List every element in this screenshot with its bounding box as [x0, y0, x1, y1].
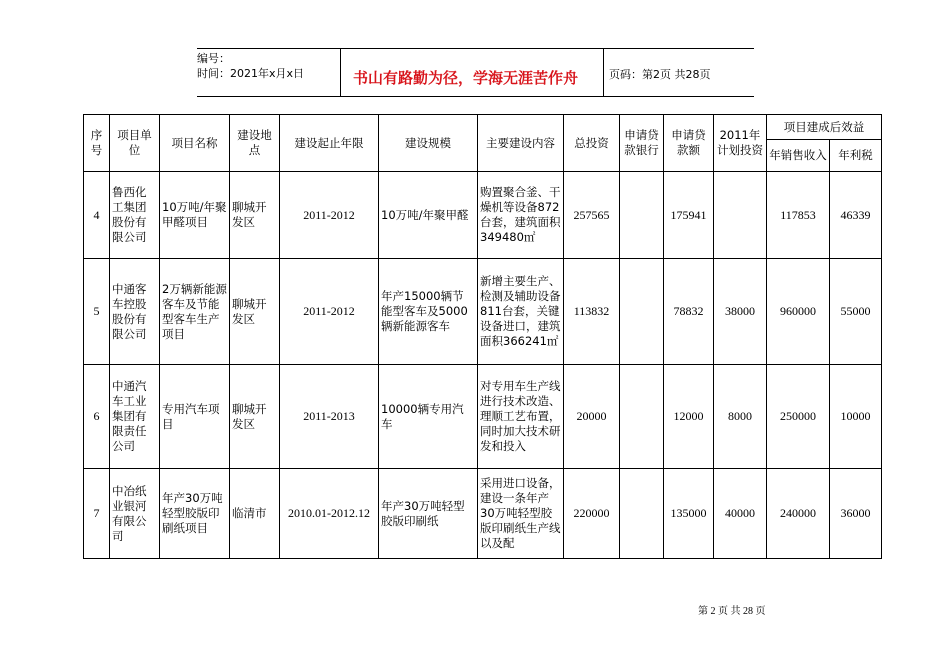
project-table: [83, 114, 882, 559]
cell-plan: 40000: [714, 469, 767, 559]
header-unit: 项目单位: [110, 115, 160, 172]
cell-location: 聊城开发区: [230, 172, 280, 259]
header-sales: 年销售收入: [767, 140, 830, 172]
cell-location: 聊城开发区: [230, 259, 280, 365]
header-plan: 2011年计划投资: [714, 115, 767, 172]
header-motto-cell: [340, 49, 604, 96]
cell-tax: 10000: [830, 365, 882, 469]
cell-scale: 年产30万吨轻型胶版印刷纸: [379, 469, 478, 559]
cell-sales: 960000: [767, 259, 830, 365]
cell-tax: 55000: [830, 259, 882, 365]
cell-sales: 240000: [767, 469, 830, 559]
table-row: [84, 172, 882, 259]
cell-content: 购置聚合釜、干燥机等设备872台套，建筑面积349480㎡: [478, 172, 564, 259]
table-row: [84, 469, 882, 559]
cell-seq: 5: [84, 259, 110, 365]
cell-bank: [620, 259, 664, 365]
cell-content: 对专用车生产线进行技术改造、理顺工艺布置，同时加大技术研发和投入: [478, 365, 564, 469]
cell-total: 220000: [564, 469, 620, 559]
cell-loan: 175941: [664, 172, 714, 259]
cell-plan: [714, 172, 767, 259]
cell-unit: 中通汽车工业集团有限责任公司: [110, 365, 160, 469]
page-footer: 第 2 页 共 28 页: [698, 606, 766, 617]
cell-seq: 6: [84, 365, 110, 469]
cell-loan: 135000: [664, 469, 714, 559]
cell-scale: 10万吨/年聚甲醛: [379, 172, 478, 259]
cell-location: 聊城开发区: [230, 365, 280, 469]
cell-name: 年产30万吨轻型胶版印刷纸项目: [160, 469, 230, 559]
cell-unit: 中通客车控股股份有限公司: [110, 259, 160, 365]
header-time: 时间：2021年x月x日: [197, 67, 305, 80]
cell-loan: 12000: [664, 365, 714, 469]
header-page-cell: [603, 49, 754, 96]
header-loan: 申请贷款额: [664, 115, 714, 172]
cell-bank: [620, 365, 664, 469]
cell-location: 临清市: [230, 469, 280, 559]
header-number: 编号：: [197, 52, 230, 65]
cell-name: 10万吨/年聚甲醛项目: [160, 172, 230, 259]
header-motto: 书山有路勤为径，学海无涯苦作舟: [353, 69, 579, 87]
cell-content: 新增主要生产、检测及辅助设备811台套，关键设备进口，建筑面积366241㎡: [478, 259, 564, 365]
header-tax: 年利税: [830, 140, 882, 172]
header-scale: 建设规模: [379, 115, 478, 172]
header-benefit: 项目建成后效益: [767, 115, 882, 140]
cell-seq: 4: [84, 172, 110, 259]
cell-plan: 38000: [714, 259, 767, 365]
table-row: [84, 365, 882, 469]
cell-period: 2011-2012: [280, 259, 379, 365]
header-total: 总投资: [564, 115, 620, 172]
header-meta: [197, 49, 340, 98]
cell-tax: 36000: [830, 469, 882, 559]
cell-total: 113832: [564, 259, 620, 365]
cell-period: 2011-2012: [280, 172, 379, 259]
cell-period: 2010.01-2012.12: [280, 469, 379, 559]
document-header: [197, 48, 754, 97]
header-page: 页码：第2页 共28页: [609, 68, 711, 81]
cell-scale: 10000辆专用汽车: [379, 365, 478, 469]
cell-bank: [620, 172, 664, 259]
header-period: 建设起止年限: [280, 115, 379, 172]
header-content: 主要建设内容: [478, 115, 564, 172]
cell-total: 257565: [564, 172, 620, 259]
header-location: 建设地点: [230, 115, 280, 172]
header-bank: 申请贷款银行: [620, 115, 664, 172]
header-seq: 序号: [84, 115, 110, 172]
cell-name: 专用汽车项目: [160, 365, 230, 469]
cell-total: 20000: [564, 365, 620, 469]
cell-unit: 中冶纸业银河有限公司: [110, 469, 160, 559]
table-row: [84, 259, 882, 365]
cell-sales: 117853: [767, 172, 830, 259]
cell-loan: 78832: [664, 259, 714, 365]
cell-content: 采用进口设备，建设一条年产30万吨轻型胶版印刷纸生产线以及配: [478, 469, 564, 559]
cell-tax: 46339: [830, 172, 882, 259]
header-name: 项目名称: [160, 115, 230, 172]
cell-scale: 年产15000辆节能型客车及5000辆新能源客车: [379, 259, 478, 365]
cell-seq: 7: [84, 469, 110, 559]
cell-unit: 鲁西化工集团股份有限公司: [110, 172, 160, 259]
cell-period: 2011-2013: [280, 365, 379, 469]
cell-name: 2万辆新能源客车及节能型客车生产项目: [160, 259, 230, 365]
cell-plan: 8000: [714, 365, 767, 469]
cell-sales: 250000: [767, 365, 830, 469]
cell-bank: [620, 469, 664, 559]
